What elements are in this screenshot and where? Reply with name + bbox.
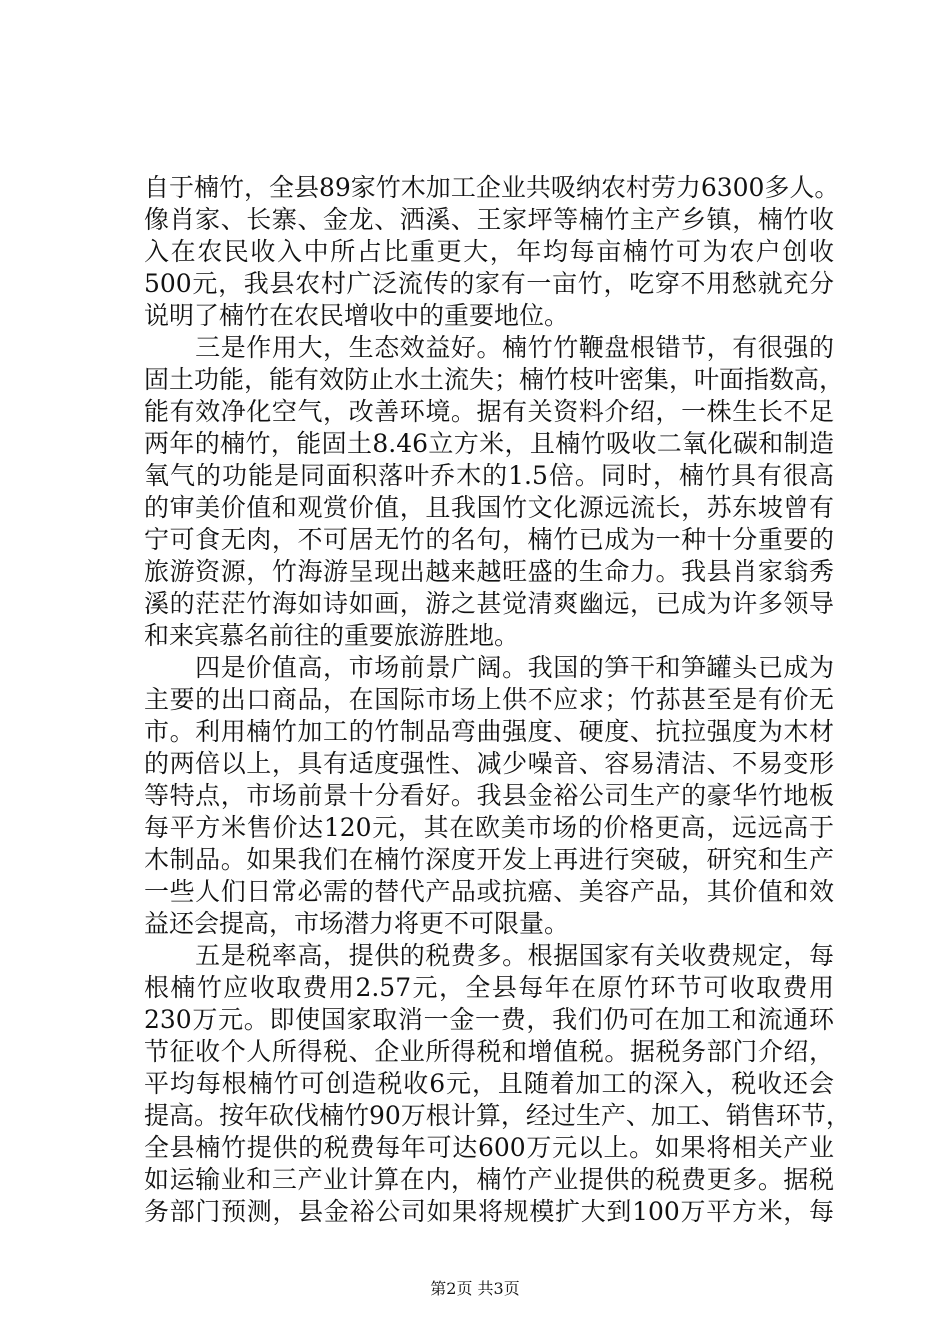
text-line: 平均每根楠竹可创造税收6元，且随着加工的深入，税收还会 [144, 1069, 834, 1098]
text-line: 等特点，市场前景十分看好。我县金裕公司生产的豪华竹地板 [144, 781, 834, 810]
text-line: 入在农民收入中所占比重更大，年均每亩楠竹可为农户创收 [144, 237, 834, 266]
text-line: 旅游资源，竹海游呈现出越来越旺盛的生命力。我县肖家翁秀 [144, 557, 834, 586]
text-line: 的审美价值和观赏价值，且我国竹文化源远流长，苏东坡曾有 [144, 493, 834, 522]
text-line: 说明了楠竹在农民增收中的重要地位。 [144, 301, 570, 330]
text-line: 提高。按年砍伐楠竹90万根计算，经过生产、加工、销售环节， [144, 1101, 851, 1130]
text-line: 宁可食无肉，不可居无竹的名句，楠竹已成为一种十分重要的 [144, 525, 834, 554]
text-line: 氧气的功能是同面积落叶乔木的1.5倍。同时，楠竹具有很高 [144, 461, 834, 490]
text-line: 自于楠竹，全县89家竹木加工企业共吸纳农村劳力6300多人。 [144, 173, 840, 202]
text-line: 如运输业和三产业计算在内，楠竹产业提供的税费更多。据税 [144, 1165, 834, 1194]
text-line: 500元，我县农村广泛流传的家有一亩竹，吃穿不用愁就充分 [144, 269, 834, 298]
text-line: 主要的出口商品，在国际市场上供不应求；竹荪甚至是有价无 [144, 685, 834, 714]
text-line: 像肖家、长寨、金龙、洒溪、王家坪等楠竹主产乡镇，楠竹收 [144, 205, 834, 234]
text-line: 三是作用大，生态效益好。楠竹竹鞭盘根错节，有很强的 [144, 333, 834, 362]
text-line: 市。利用楠竹加工的竹制品弯曲强度、硬度、抗拉强度为木材 [144, 717, 834, 746]
document-body [144, 172, 851, 1228]
text-line: 全县楠竹提供的税费每年可达600万元以上。如果将相关产业 [144, 1133, 834, 1162]
page-footer: 第2页 共3页 [430, 1279, 520, 1298]
text-line: 根楠竹应收取费用2.57元，全县每年在原竹环节可收取费用 [144, 973, 834, 1002]
text-line: 230万元。即使国家取消一金一费，我们仍可在加工和流通环 [144, 1005, 834, 1034]
text-line: 务部门预测，县金裕公司如果将规模扩大到100万平方米，每 [144, 1197, 834, 1226]
text-line: 一些人们日常必需的替代产品或抗癌、美容产品，其价值和效 [144, 877, 834, 906]
text-line: 溪的茫茫竹海如诗如画，游之甚觉清爽幽远，已成为许多领导 [144, 589, 834, 618]
text-line: 的两倍以上，具有适度强性、减少噪音、容易清洁、不易变形 [144, 749, 834, 778]
text-line: 节征收个人所得税、企业所得税和增值税。据税务部门介绍， [144, 1037, 834, 1066]
text-line: 和来宾慕名前往的重要旅游胜地。 [144, 621, 520, 650]
text-line: 固土功能，能有效防止水土流失；楠竹枝叶密集，叶面指数高， [144, 365, 845, 394]
text-line: 木制品。如果我们在楠竹深度开发上再进行突破，研究和生产 [144, 845, 834, 874]
text-line: 每平方米售价达120元，其在欧美市场的价格更高，远远高于 [144, 813, 834, 842]
text-line: 四是价值高，市场前景广阔。我国的笋干和笋罐头已成为 [144, 653, 834, 682]
text-line: 益还会提高，市场潜力将更不可限量。 [144, 909, 570, 938]
text-line: 五是税率高，提供的税费多。根据国家有关收费规定，每 [144, 941, 834, 970]
text-line: 能有效净化空气，改善环境。据有关资料介绍，一株生长不足 [144, 397, 834, 426]
text-line: 两年的楠竹，能固土8.46立方米，且楠竹吸收二氧化碳和制造 [144, 429, 834, 458]
